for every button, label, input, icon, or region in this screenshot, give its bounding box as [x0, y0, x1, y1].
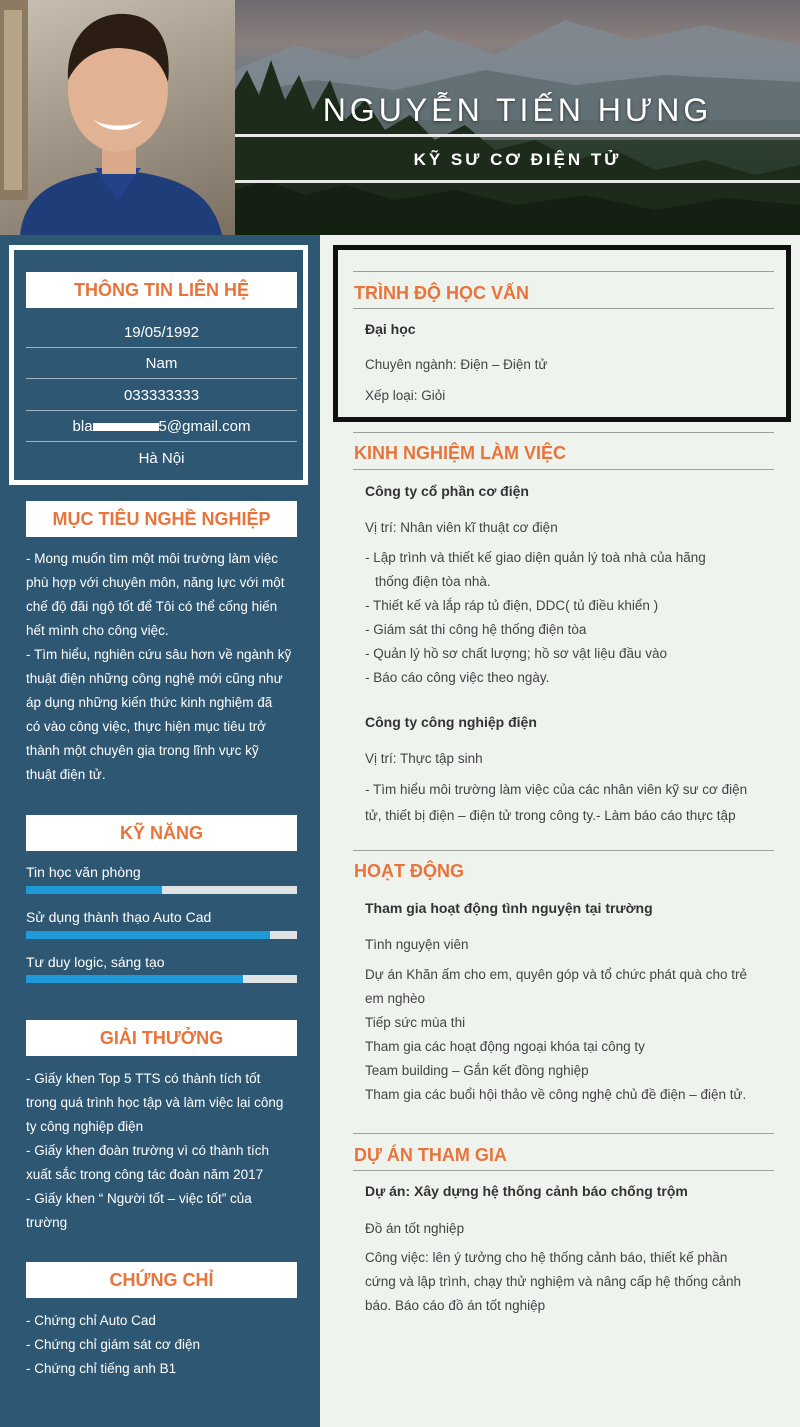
job-company: Công ty công nghiệp điện — [365, 714, 537, 730]
award-line: - Giấy khen đoàn trường vì có thành tích — [26, 1143, 270, 1158]
section-rule — [353, 1170, 774, 1171]
objective-line: thuật điện những công nghệ mới cũng như — [26, 671, 283, 686]
objective-line: áp dụng những kiến thức kinh nghiệm đã — [26, 695, 273, 710]
award-line: ty công nghiệp điện — [26, 1119, 144, 1134]
skill-label: Sử dụng thành thạo Auto Cad — [26, 909, 212, 925]
objective-line: - Mong muốn tìm một môi trường làm việc — [26, 551, 278, 566]
certificates-heading: CHỨNG CHỈ — [26, 1262, 297, 1298]
project-type: Đồ án tốt nghiệp — [365, 1221, 465, 1236]
duty-line: - Thiết kế và lắp ráp tủ điện, DDC( tủ điều khiển ) — [365, 598, 659, 613]
certificate-line: - Chứng chỉ giám sát cơ điện — [26, 1337, 200, 1352]
award-line: - Giấy khen Top 5 TTS có thành tích tốt — [26, 1071, 261, 1086]
section-rule — [353, 308, 774, 309]
section-rule — [353, 1133, 774, 1134]
award-line: trong quá trình học tập và làm việc lại công — [26, 1095, 284, 1110]
award-line: trường — [26, 1215, 68, 1230]
person-name: NGUYỄN TIẾN HƯNG — [322, 92, 713, 128]
profile-photo — [0, 0, 235, 235]
job-duties — [365, 546, 770, 690]
activity-line: Dự án Khăn ấm cho em, quyên góp và tổ chức phát quà cho trẻ — [365, 967, 748, 982]
email-redaction — [93, 423, 159, 431]
contact-email — [26, 411, 297, 442]
section-rule — [353, 271, 774, 272]
objective-line: chế độ đãi ngộ tốt để Tôi có thể cống hiến — [26, 599, 278, 614]
section-rule — [353, 432, 774, 433]
sidebar — [0, 235, 320, 1427]
awards-heading: GIẢI THƯỞNG — [26, 1020, 297, 1056]
project-line: báo. Báo cáo đồ án tốt nghiệp — [365, 1298, 546, 1313]
objective-text — [26, 547, 300, 787]
experience-heading: KINH NGHIỆM LÀM VIỆC — [354, 443, 567, 463]
education-major: Chuyên ngành: Điện – Điện tử — [365, 357, 548, 372]
job-position: Vị trí: Thực tập sinh — [365, 751, 483, 766]
skill-label: Tin học văn phòng — [26, 864, 141, 880]
projects-heading: DỰ ÁN THAM GIA — [354, 1145, 507, 1165]
job-position: Vị trí: Nhân viên kĩ thuật cơ điện — [365, 520, 558, 535]
skill-label: Tư duy logic, sáng tạo — [26, 954, 165, 970]
activity-role: Tình nguyện viên — [365, 937, 469, 952]
activity-list — [365, 963, 770, 1107]
email-prefix: bla — [72, 418, 93, 435]
certificate-line: - Chứng chỉ Auto Cad — [26, 1313, 156, 1328]
objective-line: thành một chuyên gia trong lĩnh vực kỹ — [26, 743, 259, 758]
duty-line: - Tìm hiểu môi trường làm việc của các nhân viên kỹ sư cơ điện — [365, 782, 748, 797]
certificate-line: - Chứng chỉ tiếng anh B1 — [26, 1361, 177, 1376]
activities-heading: HOẠT ĐỘNG — [354, 861, 464, 881]
section-rule — [353, 469, 774, 470]
activity-title: Tham gia hoạt động tình nguyện tại trường — [365, 900, 653, 916]
skill-bar — [26, 931, 297, 939]
duty-line: thống điện tòa nhà. — [375, 574, 491, 589]
contact-city: Hà Nội — [138, 450, 185, 467]
contact-gender: Nam — [26, 348, 297, 379]
contact-phone: 033333333 — [26, 380, 297, 411]
duty-line: tử, thiết bị điện – điện tử trong công ty.- Làm báo cáo thực tập — [365, 808, 736, 823]
job-company: Công ty cổ phần cơ điện — [365, 483, 529, 499]
award-line: xuất sắc trong công tác đoàn năm 2017 — [26, 1167, 264, 1182]
skills-heading: KỸ NĂNG — [26, 815, 297, 851]
duty-line: - Quản lý hồ sơ chất lượng; hồ sơ vật liệu đầu vào — [365, 646, 668, 661]
objective-line: hết mình cho công việc. — [26, 623, 169, 638]
education-level: Đại học — [365, 321, 416, 337]
objective-heading: MỤC TIÊU NGHỀ NGHIỆP — [26, 501, 297, 537]
duty-line: - Lập trình và thiết kế giao diện quản lý toà nhà của hãng — [365, 550, 706, 565]
skill-bar — [26, 975, 297, 983]
job-duties — [365, 777, 770, 829]
skill-bar-fill — [26, 886, 162, 894]
duty-line: - Báo cáo công việc theo ngày. — [365, 670, 550, 685]
skill-bar — [26, 886, 297, 894]
activity-line: Tham gia các buổi hội thảo về công nghệ chủ đề điện – điện tử. — [365, 1087, 747, 1102]
section-rule — [353, 850, 774, 851]
contact-heading: THÔNG TIN LIÊN HỆ — [26, 272, 297, 308]
email-suffix: 5@gmail.com — [158, 418, 251, 435]
duty-line: - Giám sát thi công hệ thống điện tòa — [365, 622, 587, 637]
education-heading: TRÌNH ĐỘ HỌC VẤN — [354, 283, 529, 303]
project-title: Dự án: Xây dựng hệ thống cảnh báo chống trộm — [365, 1183, 688, 1199]
activity-line: Tham gia các hoạt động ngoại khóa tại công ty — [365, 1039, 645, 1054]
project-line: cứng và lập trình, chạy thử nghiệm và nâng cấp hệ thống cảnh — [365, 1274, 742, 1289]
project-line: Công việc: lên ý tưởng cho hệ thống cảnh báo, thiết kế phần — [365, 1250, 728, 1265]
awards-text — [26, 1067, 300, 1235]
header — [0, 0, 800, 235]
activity-line: em nghèo — [365, 991, 426, 1006]
activity-line: Tiếp sức mùa thi — [365, 1015, 466, 1030]
activity-line: Team building – Gắn kết đồng nghiệp — [365, 1063, 589, 1078]
project-description — [365, 1246, 770, 1318]
award-line: - Giấy khen “ Người tốt – việc tốt” của — [26, 1191, 252, 1206]
objective-line: phù hợp với chuyên môn, năng lực với một — [26, 575, 285, 590]
main-content — [320, 235, 800, 1427]
objective-line: - Tìm hiểu, nghiên cứu sâu hơn về ngành kỹ — [26, 647, 292, 662]
certificates-text — [26, 1309, 300, 1381]
contact-birthday: 19/05/1992 — [26, 317, 297, 348]
job-title: KỸ SƯ CƠ ĐIỆN TỬ — [413, 150, 622, 169]
objective-line: thuật điện tử. — [26, 767, 106, 782]
skill-bar-fill — [26, 931, 270, 939]
education-grade: Xếp loại: Giỏi — [365, 388, 446, 403]
skill-bar-fill — [26, 975, 243, 983]
objective-line: có vào công việc, thực hiện mục tiêu trở — [26, 719, 267, 734]
